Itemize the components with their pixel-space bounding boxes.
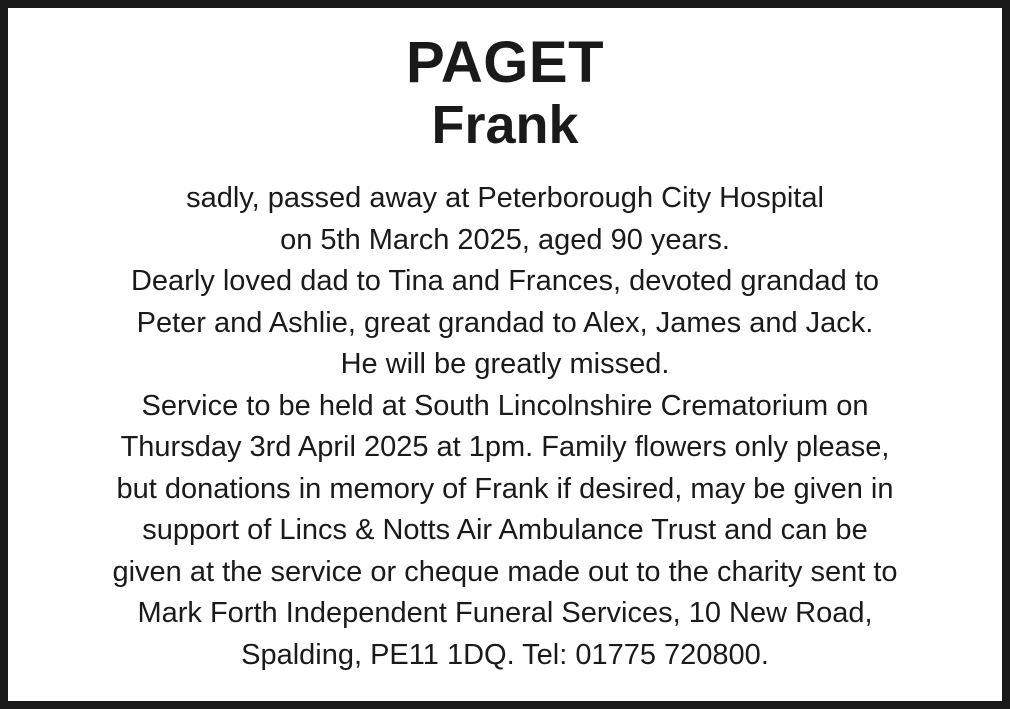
notice-line: but donations in memory of Frank if desired, may be given in [116, 472, 894, 505]
notice-line: sadly, passed away at Peterborough City Hospital [186, 182, 824, 214]
notice-line: on 5th March 2025, aged 90 years. [280, 223, 730, 256]
notice-line: Spalding, PE11 1DQ. Tel: 01775 720800. [241, 638, 769, 671]
notice-body [8, 178, 1002, 676]
notice-line: Thursday 3rd April 2025 at 1pm. Family flowers only please, [120, 431, 890, 463]
forename-heading: Frank [431, 95, 579, 155]
notice-line: given at the service or cheque made out to the charity sent to [112, 555, 898, 588]
notice-line: Peter and Ashlie, great grandad to Alex, James and Jack. [136, 306, 874, 339]
notice-line: Service to be held at South Lincolnshire Crematorium on [141, 389, 869, 422]
notice-line: He will be greatly missed. [340, 348, 670, 380]
notice-line: Dearly loved dad to Tina and Frances, devoted grandad to [130, 265, 880, 297]
notice-line: support of Lincs & Notts Air Ambulance Trust and can be [142, 514, 868, 546]
surname-heading: PAGET [406, 30, 604, 95]
notice-line: Mark Forth Independent Funeral Services, 10 New Road, [137, 597, 873, 629]
